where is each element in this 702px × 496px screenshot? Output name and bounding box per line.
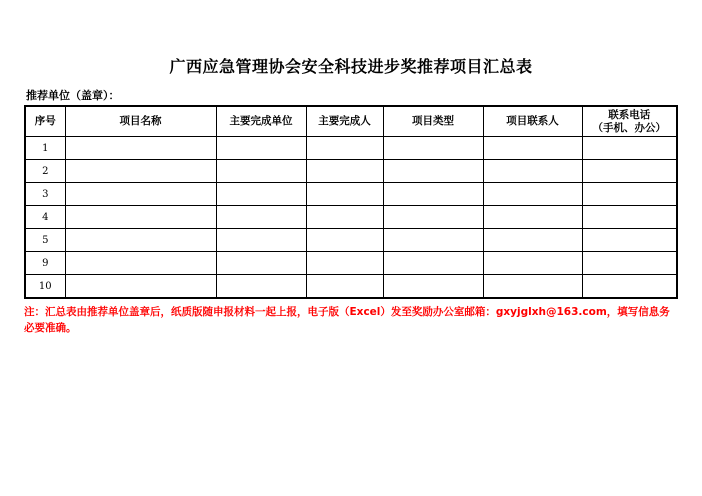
- header-project-name: 项目名称: [65, 106, 216, 137]
- row-seq: 9: [25, 252, 65, 275]
- summary-table: [24, 105, 678, 299]
- cell-phone[interactable]: [582, 137, 677, 160]
- cell-main-unit[interactable]: [216, 137, 306, 160]
- cell-main-person[interactable]: [306, 229, 383, 252]
- cell-main-person[interactable]: [306, 252, 383, 275]
- cell-main-person[interactable]: [306, 206, 383, 229]
- cell-contact-person[interactable]: [483, 183, 582, 206]
- cell-main-unit[interactable]: [216, 183, 306, 206]
- cell-project-type[interactable]: [383, 183, 483, 206]
- cell-project-type[interactable]: [383, 252, 483, 275]
- cell-project-type[interactable]: [383, 206, 483, 229]
- cell-contact-person[interactable]: [483, 252, 582, 275]
- recommending-unit-label: 推荐单位（盖章）：: [26, 89, 120, 102]
- header-contact-person: 项目联系人: [483, 106, 582, 137]
- cell-main-person[interactable]: [306, 160, 383, 183]
- table-row: [25, 160, 677, 183]
- row-seq: 5: [25, 229, 65, 252]
- row-seq: 4: [25, 206, 65, 229]
- cell-project-type[interactable]: [383, 275, 483, 299]
- table-row: [25, 206, 677, 229]
- table-row: [25, 252, 677, 275]
- header-main-person: 主要完成人: [306, 106, 383, 137]
- cell-main-unit[interactable]: [216, 229, 306, 252]
- cell-project-name[interactable]: [65, 275, 216, 299]
- cell-phone[interactable]: [582, 160, 677, 183]
- submission-note: 注：汇总表由推荐单位盖章后，纸质版随申报材料一起上报，电子版（Excel）发至奖励办公室邮箱：gxyjglxh@163.com，填写信息务必要准确。: [24, 306, 670, 334]
- document-title: 广西应急管理协会安全科技进步奖推荐项目汇总表: [169, 57, 533, 76]
- header-phone-sublabel: （手机、办公）: [592, 121, 666, 134]
- header-phone: [582, 106, 677, 137]
- row-seq: 10: [25, 275, 65, 299]
- cell-contact-person[interactable]: [483, 275, 582, 299]
- cell-project-name[interactable]: [65, 252, 216, 275]
- cell-main-unit[interactable]: [216, 275, 306, 299]
- row-seq: 1: [25, 137, 65, 160]
- table-header-row: [25, 106, 677, 137]
- cell-project-name[interactable]: [65, 137, 216, 160]
- cell-contact-person[interactable]: [483, 229, 582, 252]
- cell-contact-person[interactable]: [483, 206, 582, 229]
- cell-project-type[interactable]: [383, 160, 483, 183]
- row-seq: 2: [25, 160, 65, 183]
- cell-main-unit[interactable]: [216, 252, 306, 275]
- cell-main-person[interactable]: [306, 275, 383, 299]
- cell-main-person[interactable]: [306, 137, 383, 160]
- header-main-unit: 主要完成单位: [216, 106, 306, 137]
- cell-project-name[interactable]: [65, 206, 216, 229]
- cell-project-type[interactable]: [383, 137, 483, 160]
- cell-project-name[interactable]: [65, 183, 216, 206]
- table-row: [25, 229, 677, 252]
- cell-project-type[interactable]: [383, 229, 483, 252]
- cell-contact-person[interactable]: [483, 160, 582, 183]
- table-row: [25, 137, 677, 160]
- cell-contact-person[interactable]: [483, 137, 582, 160]
- header-project-type: 项目类型: [383, 106, 483, 137]
- cell-project-name[interactable]: [65, 160, 216, 183]
- cell-phone[interactable]: [582, 206, 677, 229]
- table-row: [25, 275, 677, 299]
- cell-main-person[interactable]: [306, 183, 383, 206]
- header-phone-label: 联系电话: [608, 108, 651, 121]
- cell-phone[interactable]: [582, 275, 677, 299]
- cell-phone[interactable]: [582, 229, 677, 252]
- cell-project-name[interactable]: [65, 229, 216, 252]
- row-seq: 3: [25, 183, 65, 206]
- cell-phone[interactable]: [582, 183, 677, 206]
- cell-main-unit[interactable]: [216, 206, 306, 229]
- cell-main-unit[interactable]: [216, 160, 306, 183]
- header-seq: 序号: [25, 106, 65, 137]
- table-row: [25, 183, 677, 206]
- cell-phone[interactable]: [582, 252, 677, 275]
